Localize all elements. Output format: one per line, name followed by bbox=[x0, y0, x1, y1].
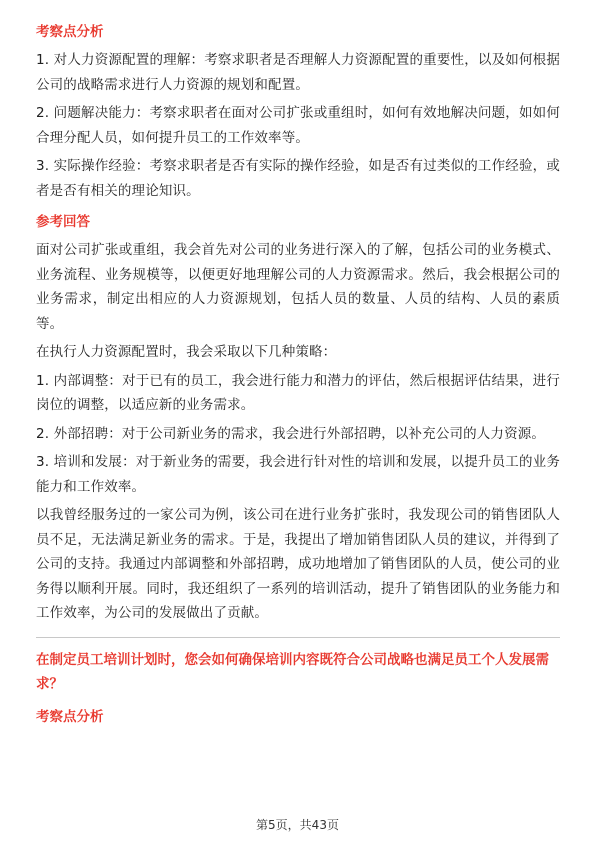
next-question-title: 在制定员工培训计划时，您会如何确保培训内容既符合公司战略也满足员工个人发展需求？ bbox=[36, 651, 549, 692]
page-footer: 第5页，共43页 bbox=[256, 818, 339, 832]
section-divider bbox=[36, 637, 560, 638]
answer-paragraph-2: 在执行人力资源配置时，我会采取以下几种策略： bbox=[36, 344, 337, 360]
answer-example-paragraph: 以我曾经服务过的一家公司为例，该公司在进行业务扩张时，我发现公司的销售团队人员不足，无法满足新业务的需求。于是，我提出了增加销售团队人员的建议，并得到了公司的支持。我通过内部调整和外部招聘，成功地增加了销售团队的人员，使公司的业务得以顺利开展。同时，我还组织了一系列的培训活动，提升了销售团队的业务能力和工作效率，为公司的发展做出了贡献。 bbox=[36, 507, 560, 621]
analysis-item-2: 2. 问题解决能力：考察求职者在面对公司扩张或重组时，如何有效地解决问题，如如何合理分配人员，如何提升员工的工作效率等。 bbox=[36, 105, 560, 146]
answer-strategy-2: 2. 外部招聘：对于公司新业务的需求，我会进行外部招聘，以补充公司的人力资源。 bbox=[36, 425, 546, 442]
analysis-item-1: 1. 对人力资源配置的理解：考察求职者是否理解人力资源配置的重要性，以及如何根据公司的战略需求进行人力资源的规划和配置。 bbox=[36, 52, 560, 93]
section-heading-analysis: 考察点分析 bbox=[36, 24, 104, 40]
answer-strategy-1: 1. 内部调整：对于已有的员工，我会进行能力和潜力的评估，然后根据评估结果，进行岗位的调整，以适应新的业务需求。 bbox=[36, 372, 560, 413]
answer-paragraph-1: 面对公司扩张或重组，我会首先对公司的业务进行深入的了解，包括公司的业务模式、业务流程、业务规模等，以便更好地理解公司的人力资源需求。然后，我会根据公司的业务需求，制定出相应的人力资源规划，包括人员的数量、人员的结构、人员的素质等。 bbox=[36, 242, 560, 332]
page-content bbox=[36, 22, 560, 733]
answer-strategy-3: 3. 培训和发展：对于新业务的需要，我会进行针对性的培训和发展，以提升员工的业务能力和工作效率。 bbox=[36, 454, 560, 495]
analysis-item-3: 3. 实际操作经验：考察求职者是否有实际的操作经验，如是否有过类似的工作经验，或者是否有相关的理论知识。 bbox=[36, 158, 560, 199]
section-heading-analysis-next: 考察点分析 bbox=[36, 708, 104, 725]
section-heading-answer: 参考回答 bbox=[36, 214, 90, 230]
